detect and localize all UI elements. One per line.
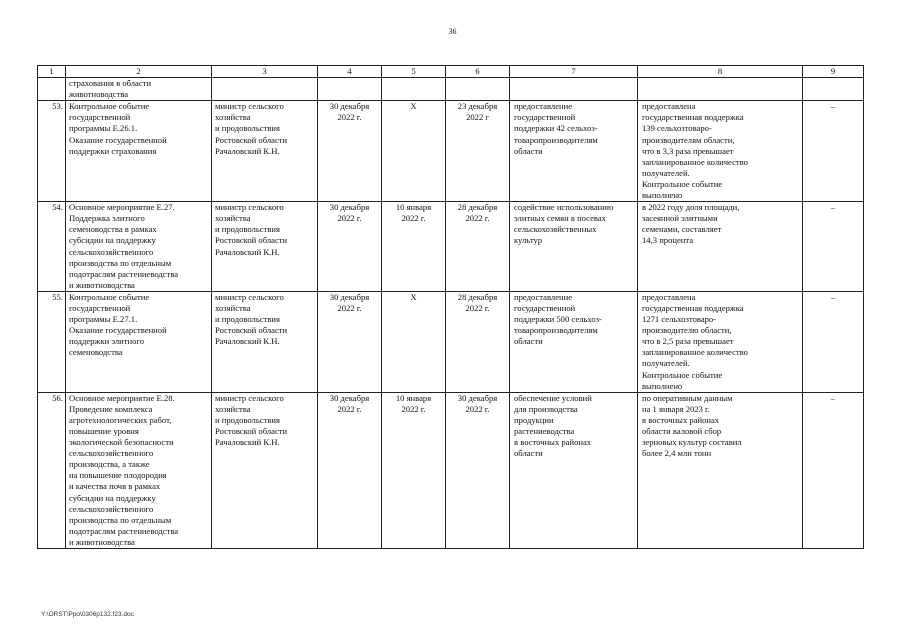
end-date-cell: 28 декабря 2022 г. xyxy=(446,202,510,292)
plan-date-cell: 30 декабря 2022 г. xyxy=(318,202,382,292)
note-cell: – xyxy=(803,202,864,292)
start-date-cell: X xyxy=(382,291,446,392)
row-number xyxy=(38,78,66,101)
expected-result-cell: содействие использованию элитных семян в посевах сельскохозяйственных культур xyxy=(510,202,638,292)
table-row xyxy=(38,78,864,101)
page-number: 36 xyxy=(448,27,457,36)
event-cell: Основное мероприятие Е.28. Проведение комплекса агротехнологических работ, повышение уровня экологической безопасности сельскохозяйственного производства, а также на повышение плодородия и качества почв в рамках субсидии на поддержку сельскохозяйственного производства по отдельным подотраслям растениеводства и животноводства xyxy=(66,392,212,548)
file-path-footer: Y:\ORST\Ppo\0306p132.f23.doc xyxy=(41,611,134,618)
expected-result-cell: обеспечение условий для производства продукции растениеводства в восточных районах области xyxy=(510,392,638,548)
event-cell: страхования в области животноводства xyxy=(66,78,212,101)
start-date-cell xyxy=(382,78,446,101)
actual-result-cell xyxy=(638,78,803,101)
end-date-cell: 30 декабря 2022 г. xyxy=(446,392,510,548)
table-row xyxy=(38,101,864,202)
note-cell xyxy=(803,78,864,101)
header-cell: 2 xyxy=(66,66,212,78)
note-cell: – xyxy=(803,101,864,202)
start-date-cell: X xyxy=(382,101,446,202)
expected-result-cell xyxy=(510,78,638,101)
actual-result-cell: по оперативным данным на 1 января 2023 г. в восточных районах области валовой сбор зерновых культур составил более 2,4 млн тонн xyxy=(638,392,803,548)
report-table xyxy=(37,65,864,549)
start-date-cell: 10 января 2022 г. xyxy=(382,202,446,292)
executor-cell: министр сельского хозяйства и продовольствия Ростовской области Рачаловский К.Н. xyxy=(212,291,318,392)
actual-result-cell: в 2022 году доля площади, засеянной элитными семенами, составляет 14,3 процента xyxy=(638,202,803,292)
actual-result-cell: предоставлена государственная поддержка 139 сельхозтоваро- производителям области, что в 3,3 раза превышает запланированное количество получателей. Контрольное событие выполнено xyxy=(638,101,803,202)
row-number: 55. xyxy=(38,291,66,392)
header-cell: 7 xyxy=(510,66,638,78)
table-row xyxy=(38,392,864,548)
end-date-cell: 28 декабря 2022 г. xyxy=(446,291,510,392)
expected-result-cell: предоставление государственной поддержки 42 сельхоз- товаропроизводителям области xyxy=(510,101,638,202)
table-row xyxy=(38,291,864,392)
executor-cell: министр сельского хозяйства и продовольствия Ростовской области Рачаловский К.Н. xyxy=(212,101,318,202)
event-cell: Контрольное событие государственной программы Е.26.1. Оказание государственной поддержки страхования xyxy=(66,101,212,202)
header-cell: 8 xyxy=(638,66,803,78)
header-cell: 1 xyxy=(38,66,66,78)
plan-date-cell xyxy=(318,78,382,101)
header-cell: 9 xyxy=(803,66,864,78)
event-cell: Контрольное событие государственной программы Е.27.1. Оказание государственной поддержки элитного семеноводства xyxy=(66,291,212,392)
header-cell: 5 xyxy=(382,66,446,78)
row-number: 54. xyxy=(38,202,66,292)
expected-result-cell: предоставление государственной поддержки 500 сельхоз- товаропроизводителям области xyxy=(510,291,638,392)
row-number: 53. xyxy=(38,101,66,202)
actual-result-cell: предоставлена государственная поддержка 1271 сельхозтоваро- производителю области, что в 2,5 раза превышает запланированное количество получателей. Контрольное событие выполнено xyxy=(638,291,803,392)
executor-cell: министр сельского хозяйства и продовольствия Ростовской области Рачаловский К.Н. xyxy=(212,202,318,292)
start-date-cell: 10 января 2022 г. xyxy=(382,392,446,548)
header-cell: 6 xyxy=(446,66,510,78)
table-header-row xyxy=(38,66,864,78)
plan-date-cell: 30 декабря 2022 г. xyxy=(318,101,382,202)
header-cell: 4 xyxy=(318,66,382,78)
end-date-cell xyxy=(446,78,510,101)
executor-cell: министр сельского хозяйства и продовольствия Ростовской области Рачаловский К.Н. xyxy=(212,392,318,548)
header-cell: 3 xyxy=(212,66,318,78)
event-cell: Основное мероприятие Е.27. Поддержка элитного семеноводства в рамках субсидии на поддержку сельскохозяйственного производства по отдельным подотраслям растениеводства и животноводства xyxy=(66,202,212,292)
plan-date-cell: 30 декабря 2022 г. xyxy=(318,291,382,392)
plan-date-cell: 30 декабря 2022 г. xyxy=(318,392,382,548)
executor-cell xyxy=(212,78,318,101)
note-cell: – xyxy=(803,291,864,392)
end-date-cell: 23 декабря 2022 г xyxy=(446,101,510,202)
row-number: 56. xyxy=(38,392,66,548)
table-row xyxy=(38,202,864,292)
note-cell: – xyxy=(803,392,864,548)
